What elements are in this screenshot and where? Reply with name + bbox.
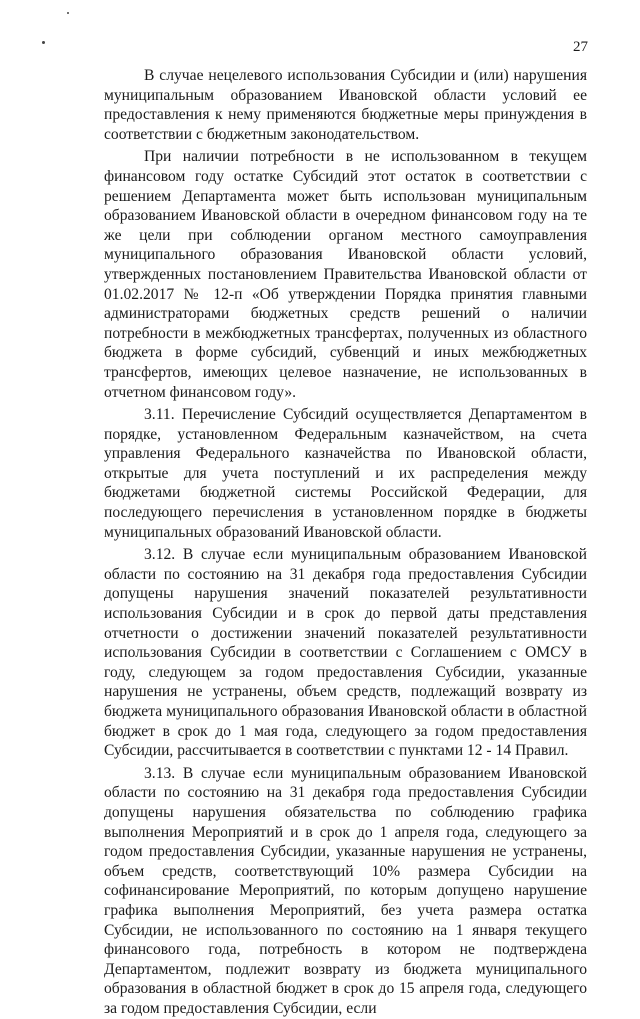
paragraph-unused-balance: При наличии потребности в не использованном в текущем финансовом году остатке Субсидий этот остаток в соответствии с решением Департамента может быть использован муниципальным образованием Ивановской области в очередном финансовом году на те же цели при соблюдении органом местного самоуправления муниципального образования Ивановской области условий, утвержденных постановлением Правительства Ивановской области от 01.02.2017 № 12-п «Об утверждении Порядка принятия главными администраторами бюджетных средств решений о наличии потребности в межбюджетных трансфертах, полученных из областного бюджета в форме субсидий, субвенций и иных межбюджетных трансфертов, имеющих целевое назначение, не использованных в отчетном финансовом году». <box>104 148 587 401</box>
page-number: 27 <box>573 39 588 55</box>
paragraph-3-13: 3.13. В случае если муниципальным образованием Ивановской области по состоянию на 31 декабря года предоставления Субсидии допущены нарушения обязательства по соблюдению графика выполнения Мероприятий и в срок до 1 апреля года, следующего за годом предоставления Субсидии, указанные нарушения не устранены, объем средств, соответствующий 10% размера Субсидии на софинансирование Мероприятий, по которым допущено нарушение графика выполнения Мероприятий, без учета размера остатка Субсидии, не использованного по состоянию на 1 января текущего финансового года, потребность в котором не подтверждена Департаментом, подлежит возврату из бюджета муниципального образования в областной бюджет в срок до 15 апреля года, следующего за годом предоставления Субсидии, если <box>104 764 587 1017</box>
paragraph-misuse-penalty: В случае нецелевого использования Субсидии и (или) нарушения муниципальным образованием Ивановской области условий ее предоставления к нему применяются бюджетные меры принуждения в соответствии с бюджетным законодательством. <box>104 67 587 143</box>
document-body <box>104 66 587 1019</box>
paragraph-3-12: 3.12. В случае если муниципальным образованием Ивановской области по состоянию на 31 декабря года предоставления Субсидии допущены нарушения значений показателей результативности использования Субсидии и в срок до первой даты представления отчетности о достижении значений показателей результативности использования Субсидии в соответствии с Соглашением с ОМСУ в году, следующем за годом предоставления Субсидии, указанные нарушения не устранены, объем средств, подлежащий возврату из бюджета муниципального образования Ивановской области в областной бюджет в срок до 1 мая года, следующего за годом предоставления Субсидии, рассчитывается в соответствии с пунктами 12 - 14 Правил. <box>104 546 587 760</box>
paragraph-3-11: 3.11. Перечисление Субсидий осуществляется Департаментом в порядке, установленном Федеральным казначейством, на счета управления Федерального казначейства по Ивановской области, открытые для учета поступлений и их распределения между бюджетами бюджетной системы Российской Федерации, для последующего перечисления в установленном порядке в бюджеты муниципальных образований Ивановской области. <box>104 406 587 541</box>
scan-speck <box>67 12 69 14</box>
scan-speck <box>42 41 45 44</box>
